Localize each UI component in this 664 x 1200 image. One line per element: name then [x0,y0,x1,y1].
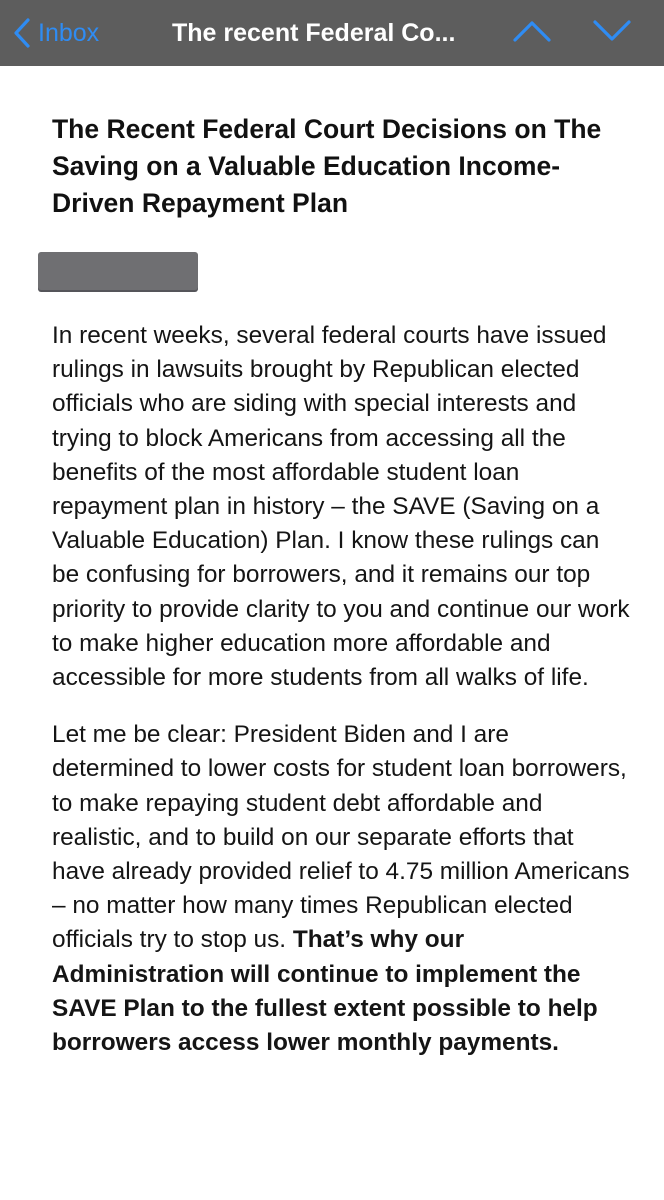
chevron-up-icon [513,20,551,47]
email-paragraph-2 [52,718,632,1060]
chevron-left-icon [14,18,30,48]
previous-message-button[interactable] [512,16,552,50]
paragraph-2-text: Let me be clear: President Biden and I are determined to lower costs for student loan borrowers, to make repaying student debt affordable and realistic, and to build on our separate efforts that have already provided relief to 4.75 million Americans – no matter how many times Republican elected officials try to stop us. [52,721,630,954]
email-paragraph-1: In recent weeks, several federal courts have issued rulings in lawsuits brought by Republican elected officials who are siding with special interests and trying to block Americans from accessing all the benefits of the most affordable student loan repayment plan in history – the SAVE (Saving on a Valuable Education) Plan. I know these rulings can be confusing for borrowers, and it remains our top priority to provide clarity to you and continue our work to make higher education more affordable and accessible for more students from all walks of life. [52,322,630,692]
back-label: Inbox [38,18,100,47]
message-subject-title: The recent Federal Co... [172,18,456,47]
email-title: The Recent Federal Court Decisions on The Saving on a Valuable Education Income-Driven Repayment Plan [52,114,602,218]
next-message-button[interactable] [592,16,632,50]
chevron-down-icon [593,20,631,47]
back-to-inbox-button[interactable] [14,0,99,66]
email-body [52,111,632,1060]
navigation-bar [0,0,664,66]
paragraph-2-bold-text: That’s why our Administration will continue to implement the SAVE Plan to the fullest extent possible to help borrowers access lower monthly payments. [52,926,598,1057]
redacted-sender-block [38,252,198,290]
